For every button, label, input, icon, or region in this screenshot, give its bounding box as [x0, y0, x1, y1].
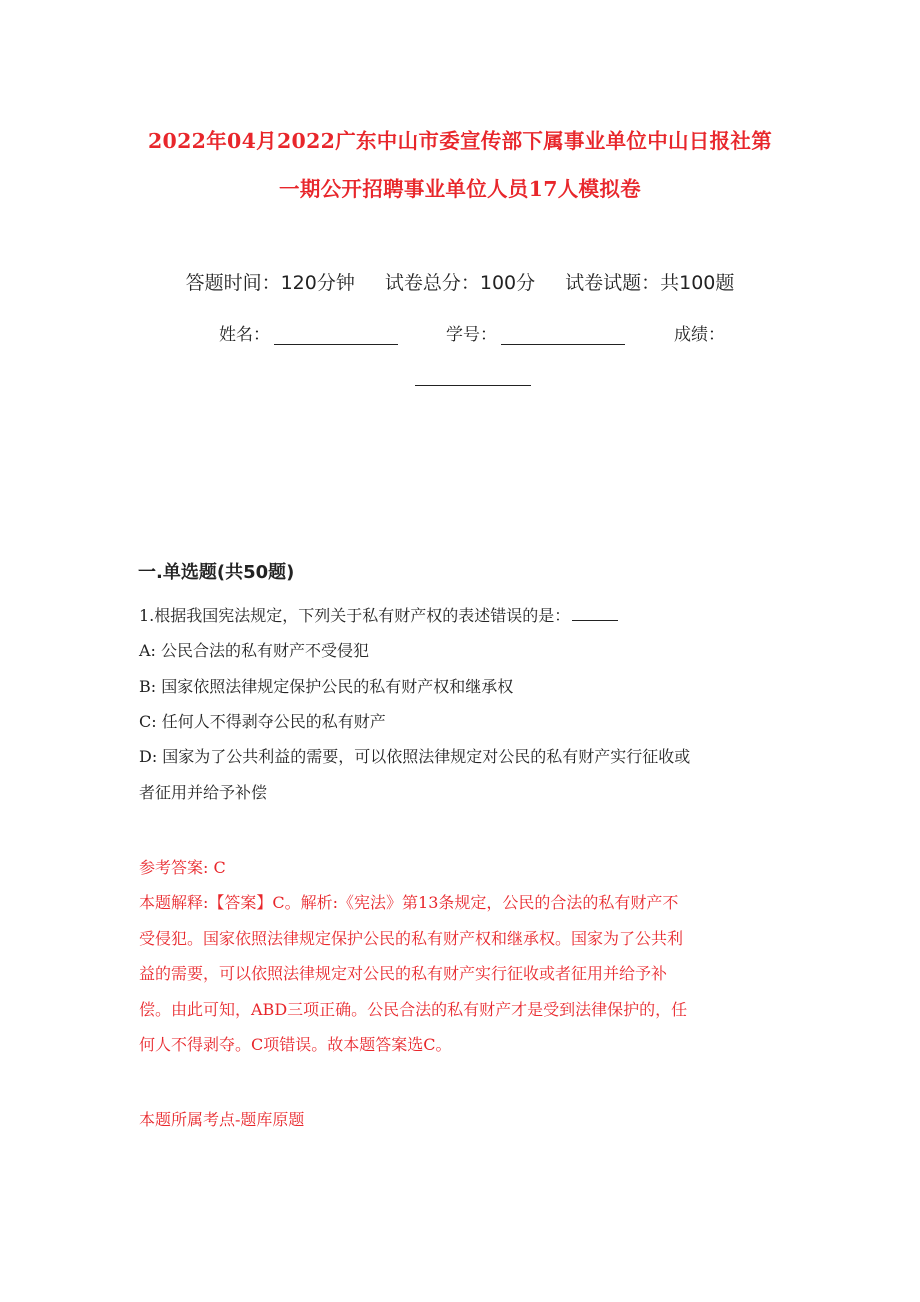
section-title: 一.单选题(共50题)	[138, 562, 295, 583]
exam-title-line-2: 一期公开招聘事业单位人员17人模拟卷	[279, 177, 641, 201]
name-label: 姓名：	[219, 325, 270, 345]
student-id-blank	[501, 326, 625, 345]
student-id-field	[446, 320, 625, 345]
score-label: 成绩：	[674, 325, 725, 345]
knowledge-point: 本题所属考点-题库原题	[139, 1110, 305, 1129]
student-id-label: 学号：	[446, 325, 497, 345]
explanation-line-5: 何人不得剥夺。C项错误。故本题答案选C。	[139, 1035, 452, 1054]
exam-question-count: 试卷试题：共100题	[565, 272, 735, 294]
option-d-line-2: 者征用并给予补偿	[139, 783, 268, 802]
explanation-line-3: 益的需要，可以依照法律规定对公民的私有财产实行征收或者征用并给予补	[139, 964, 668, 983]
question-stem	[139, 603, 618, 626]
question-answer-blank	[572, 606, 618, 621]
reference-answer: 参考答案: C	[139, 858, 226, 877]
option-c: C: 任何人不得剥夺公民的私有财产	[139, 712, 386, 731]
name-field	[219, 320, 398, 345]
score-field	[674, 320, 725, 345]
explanation-line-4: 偿。由此可知，ABD三项正确。公民合法的私有财产才是受到法律保护的，任	[139, 1000, 688, 1019]
explanation-line-1: 本题解释:【答案】C。解析:《宪法》第13条规定，公民的合法的私有财产不	[139, 893, 679, 912]
exam-total-score: 试卷总分：100分	[384, 272, 536, 294]
option-a: A: 公民合法的私有财产不受侵犯	[139, 641, 370, 660]
exam-title-line-1: 2022年04月2022广东中山市委宣传部下属事业单位中山日报社第	[147, 129, 773, 153]
exam-info-line	[0, 268, 920, 295]
question-stem-text: 1.根据我国宪法规定，下列关于私有财产权的表述错误的是：	[139, 606, 571, 625]
option-b: B: 国家依照法律规定保护公民的私有财产权和继承权	[139, 677, 514, 696]
score-blank	[415, 367, 531, 386]
option-d-line-1: D: 国家为了公共利益的需要，可以依照法律规定对公民的私有财产实行征收或	[139, 747, 691, 766]
name-blank	[274, 326, 398, 345]
explanation-line-2: 受侵犯。国家依照法律规定保护公民的私有财产权和继承权。国家为了公共利	[139, 929, 684, 948]
exam-time: 答题时间：120分钟	[185, 272, 355, 294]
